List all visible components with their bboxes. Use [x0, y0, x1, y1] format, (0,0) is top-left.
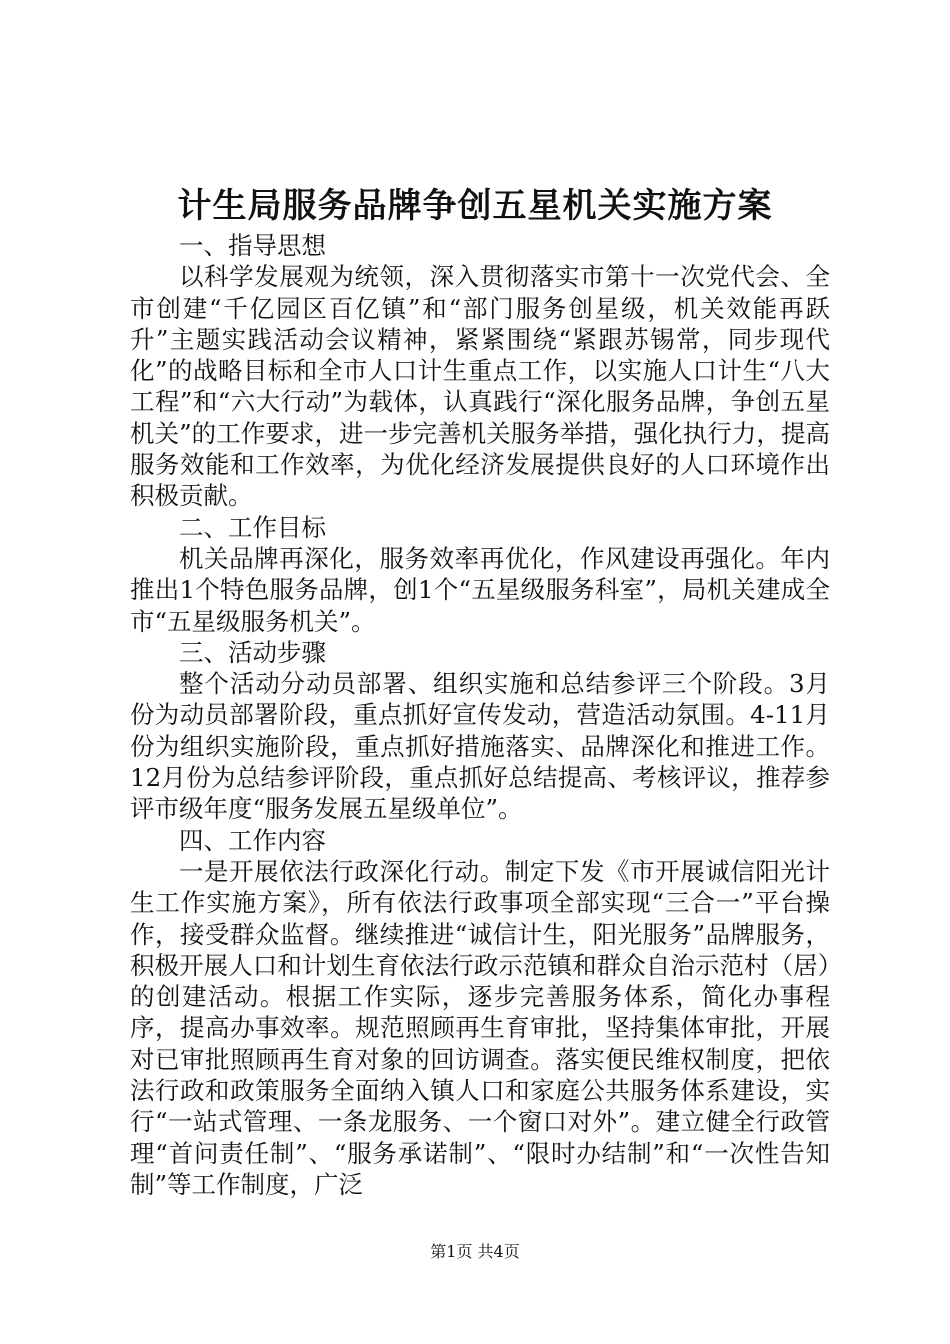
section-paragraph: 整个活动分动员部署、组织实施和总结参评三个阶段。3月份为动员部署阶段，重点抓好宣传发动，营造活动氛围。4-11月份为组织实施阶段，重点抓好措施落实、品牌深化和推进工作。12月份为总结参评阶段，重点抓好总结提高、考核评议，推荐参评市级年度“服务发展五星级单位”。	[130, 669, 830, 824]
section-paragraph: 以科学发展观为统领，深入贯彻落实市第十一次党代会、全市创建“千亿园区百亿镇”和“部门服务创星级，机关效能再跃升”主题实践活动会议精神，紧紧围绕“紧跟苏锡常，同步现代化”的战略目标和全市人口计生重点工作，以实施人口计生“八大工程”和“六大行动”为载体，认真践行“深化服务品牌，争创五星机关”的工作要求，进一步完善机关服务举措，强化执行力，提高服务效能和工作效率，为优化经济发展提供良好的人口环境作出积极贡献。	[130, 262, 830, 511]
section-heading: 四、工作内容	[179, 825, 326, 855]
section-paragraph: 一是开展依法行政深化行动。制定下发《市开展诚信阳光计生工作实施方案》，所有依法行政事项全部实现“三合一”平台操作，接受群众监督。继续推进“诚信计生，阳光服务”品牌服务，积极开展人口和计划生育依法行政示范镇和群众自治示范村（居）的创建活动。根据工作实际，逐步完善服务体系，简化办事程序，提高办事效率。规范照顾再生育审批，坚持集体审批，开展对已审批照顾再生育对象的回访调查。落实便民维权制度，把依法行政和政策服务全面纳入镇人口和家庭公共服务体系建设，实行“一站式管理、一条龙服务、一个窗口对外”。建立健全行政管理“首问责任制”、“服务承诺制”、“限时办结制”和“一次性告知制”等工作制度，广泛	[130, 856, 830, 1199]
section-paragraph: 机关品牌再深化，服务效率再优化，作风建设再强化。年内推出1个特色服务品牌，创1个“五星级服务科室”，局机关建成全市“五星级服务机关”。	[130, 543, 830, 636]
section-heading: 三、活动步骤	[179, 637, 326, 667]
page-footer: 第1页 共4页	[430, 1242, 520, 1261]
section-heading: 二、工作目标	[179, 512, 326, 542]
section-heading: 一、指导思想	[179, 231, 326, 260]
document-title: 计生局服务品牌争创五星机关实施方案	[177, 186, 773, 226]
document-body	[130, 230, 830, 1200]
